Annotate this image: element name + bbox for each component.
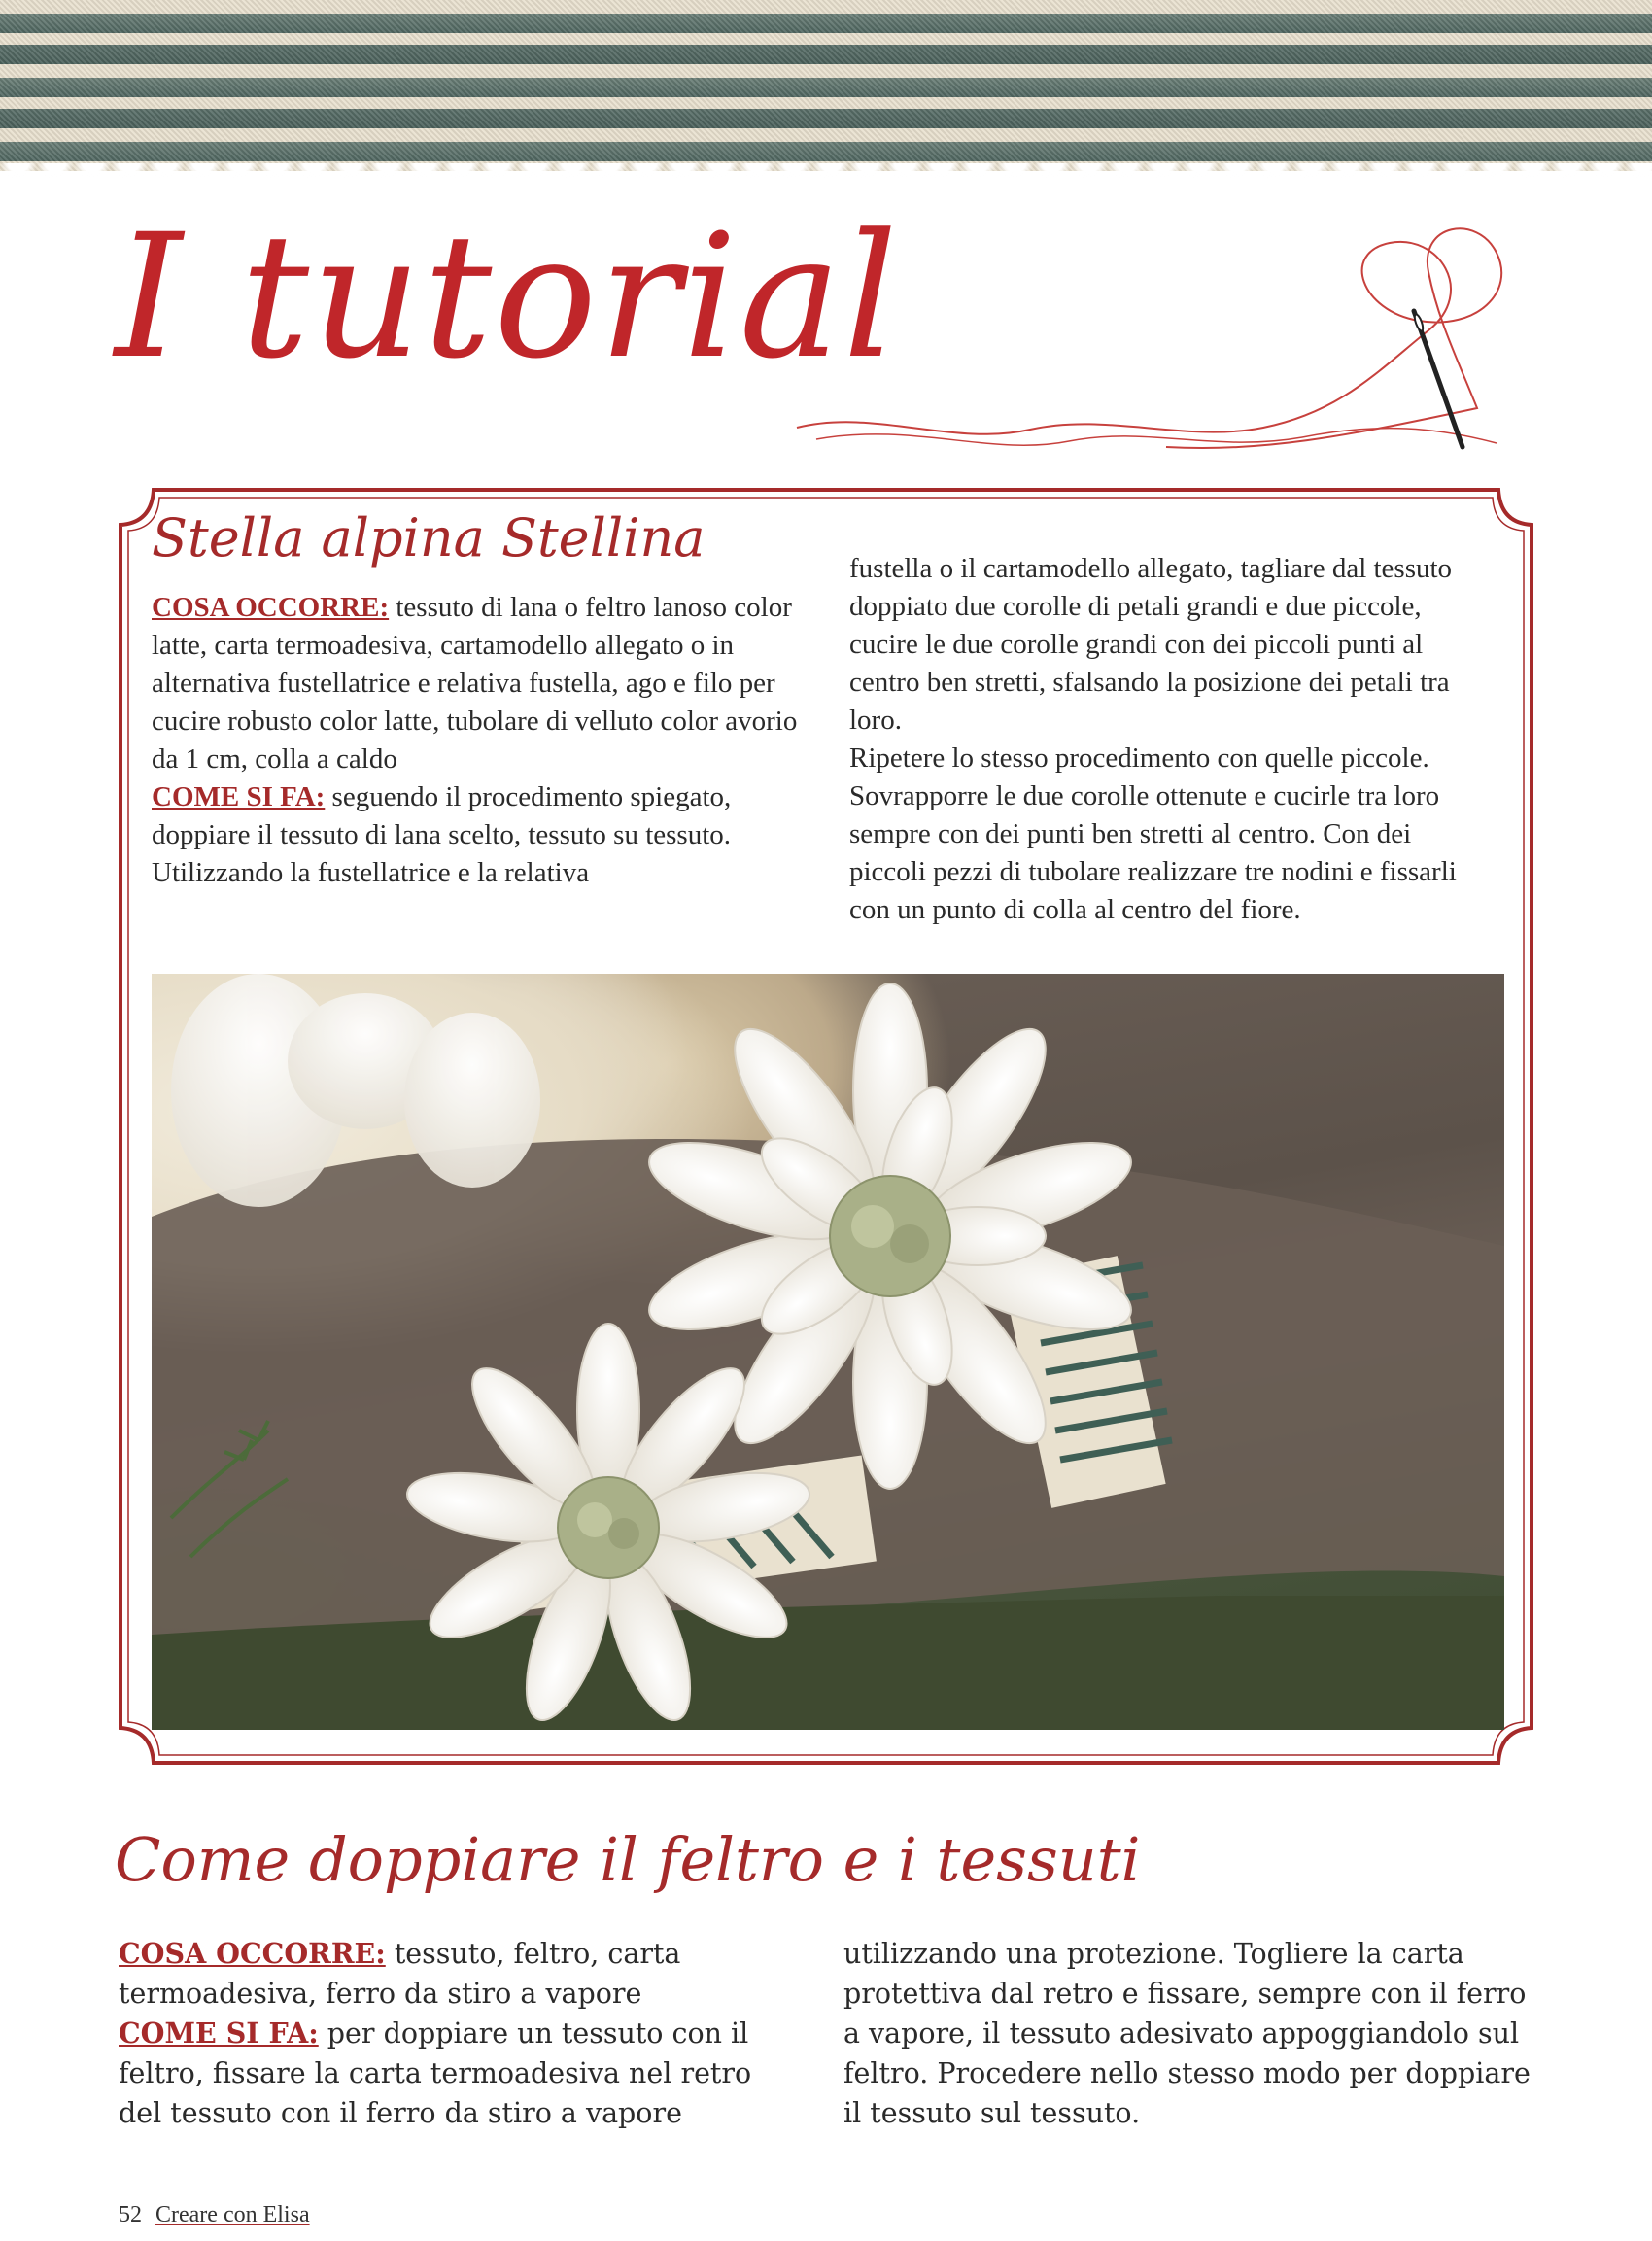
materials-label: COSA OCCORRE:: [152, 592, 390, 623]
tutorial-column-2: [849, 550, 1471, 929]
edelweiss-photo: [152, 974, 1504, 1730]
section2-instructions-text-cont: utilizzando una protezione. Togliere la carta protettiva dal retro e fissare, sempre con il ferro a vapore, il tessuto adesivato appoggiandolo sul feltro. Procedere nello stesso modo per doppiare il tessuto sul tessuto.: [843, 1938, 1531, 2129]
striped-ribbon-banner: [0, 0, 1652, 171]
section2-column-2: [843, 1934, 1533, 2133]
page-footer: [119, 2202, 310, 2228]
section2-materials-text: tessuto, feltro, carta termoadesiva, ferro da stiro a vapore: [119, 1938, 681, 2010]
magazine-name: Creare con Elisa: [155, 2202, 310, 2227]
page-number: 52: [119, 2202, 142, 2227]
tutorial-title: Stella alpina Stellina: [152, 507, 706, 569]
materials-text: tessuto di lana o feltro lanoso color latte, carta termoadesiva, cartamodello allegato o in alternativa fustellatrice e relativa fustella, ago e filo per cucire robusto color latte, tubolare di velluto color avorio da 1 cm, colla a caldo: [152, 592, 798, 775]
instructions-text-cont: fustella o il cartamodello allegato, tagliare dal tessuto doppiato due corolle di petali grandi e due piccole, cucire le due corolle grandi con dei piccoli punti al centro ben stretti, sfalsando la posizione dei petali tra loro.: [849, 553, 1453, 736]
section2-materials-label: COSA OCCORRE:: [119, 1937, 386, 1970]
edelweiss-illustration: [152, 974, 1504, 1730]
section-title: Come doppiare il feltro e i tessuti: [115, 1824, 1141, 1895]
page-title: I tutorial: [115, 197, 900, 396]
section2-instructions-label: COME SI FA:: [119, 2017, 319, 2050]
instructions-label: COME SI FA:: [152, 781, 326, 812]
section2-column-1: [119, 1934, 799, 2133]
needle-thread-icon: [758, 214, 1535, 466]
instructions-text: seguendo il procedimento spiegato, doppiare il tessuto di lana scelto, tessuto su tessuto. Utilizzando la fustellatrice e la relativa: [152, 781, 732, 888]
instructions-text-end: Ripetere lo stesso procedimento con quelle piccole. Sovrapporre le due corolle ottenute e cucirle tra loro sempre con dei punti ben stretti al centro. Con dei piccoli pezzi di tubolare realizzare tre nodini e fissarli con un punto di colla al centro del fiore.: [849, 742, 1457, 925]
section2-instructions-text: per doppiare un tessuto con il feltro, fissare la carta termoadesiva nel retro del tessuto con il ferro da stiro a vapore: [119, 2017, 752, 2129]
tutorial-column-1: [152, 589, 812, 892]
